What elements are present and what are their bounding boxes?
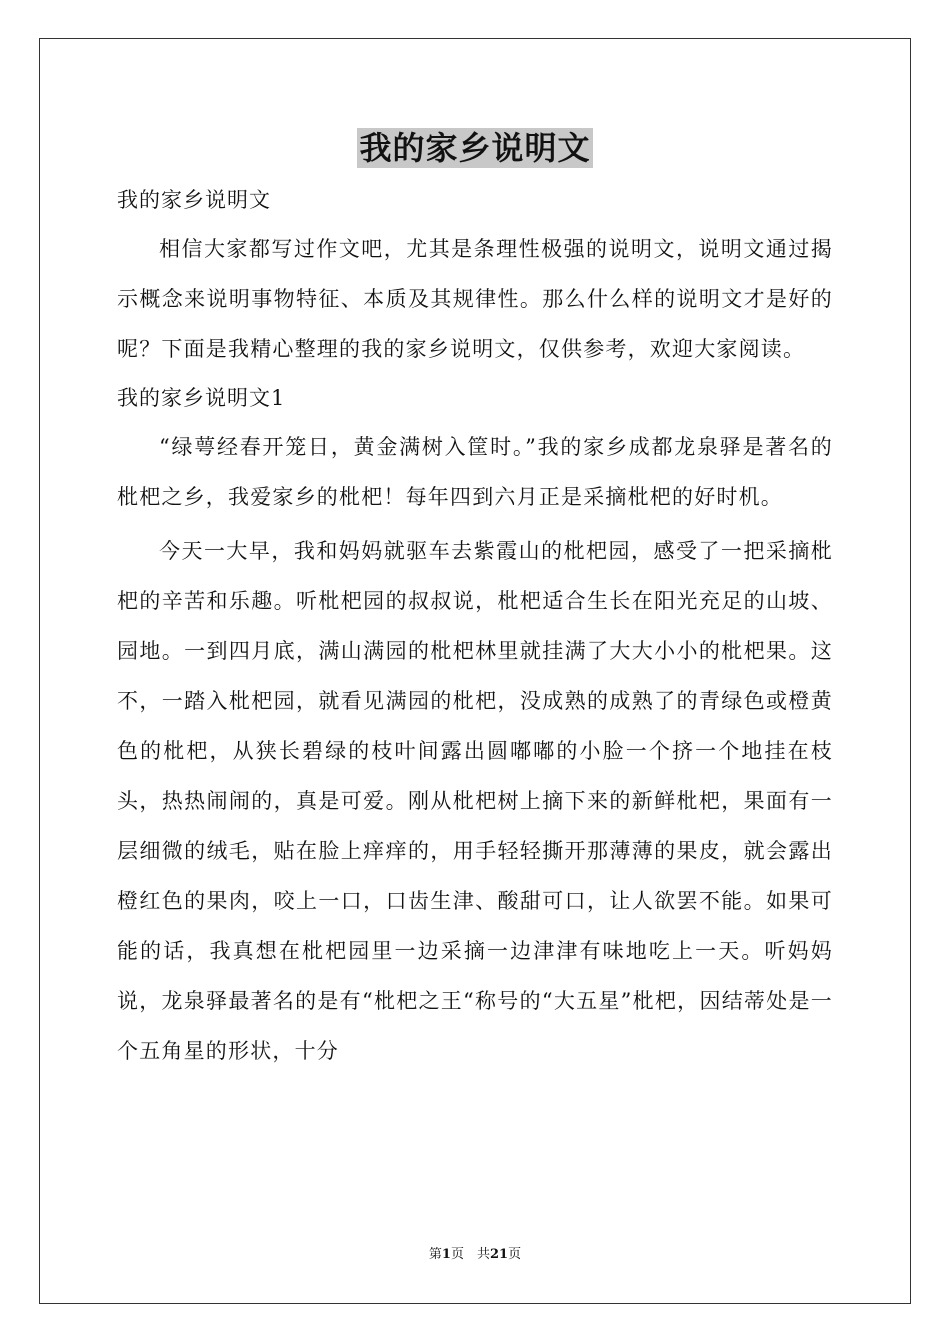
- page-footer: [0, 1246, 950, 1264]
- document-body: [117, 178, 833, 1076]
- page-mid: 页 共: [450, 1247, 490, 1262]
- document-title-text: 我的家乡说明文: [359, 129, 591, 167]
- document-title: [0, 128, 950, 168]
- paragraph-2: 今天一大早，我和妈妈就驱车去紫霞山的枇杷园，感受了一把采摘枇杷的辛苦和乐趣。听枇杷园的叔叔说，枇杷适合生长在阳光充足的山坡、园地。一到四月底，满山满园的枇杷林里就挂满了大大小小的枇杷果。这不，一踏入枇杷园，就看见满园的枇杷，没成熟的成熟了的青绿色或橙黄色的枇杷，从狭长碧绿的枝叶间露出圆嘟嘟的小脸一个挤一个地挂在枝头，热热闹闹的，真是可爱。刚从枇杷树上摘下来的新鲜枇杷，果面有一层细微的绒毛，贴在脸上痒痒的，用手轻轻撕开那薄薄的果皮，就会露出橙红色的果肉，咬上一口，口齿生津、酸甜可口，让人欲罢不能。如果可能的话，我真想在枇杷园里一边采摘一边津津有味地吃上一天。听妈妈说，龙泉驿最著名的是有“枇杷之王“称号的“大五星”枇杷，因结蒂处是一个五角星的形状，十分: [117, 539, 833, 1063]
- paragraph-1: “绿萼经春开笼日，黄金满树入筐时。”我的家乡成都龙泉驿是著名的枇杷之乡，我爱家乡的枇杷！每年四到六月正是采摘枇杷的好时机。: [117, 435, 833, 509]
- section-heading: 我的家乡说明文1: [117, 386, 286, 410]
- page-total: 21: [489, 1247, 509, 1262]
- document-subtitle: 我的家乡说明文: [117, 188, 271, 212]
- page-prefix: 第: [428, 1247, 442, 1262]
- page-current: 1: [441, 1247, 451, 1262]
- intro-paragraph: 相信大家都写过作文吧，尤其是条理性极强的说明文，说明文通过揭示概念来说明事物特征、本质及其规律性。那么什么样的说明文才是好的呢？下面是我精心整理的我的家乡说明文，仅供参考，欢迎大家阅读。: [117, 237, 833, 361]
- page-suffix: 页: [508, 1247, 522, 1262]
